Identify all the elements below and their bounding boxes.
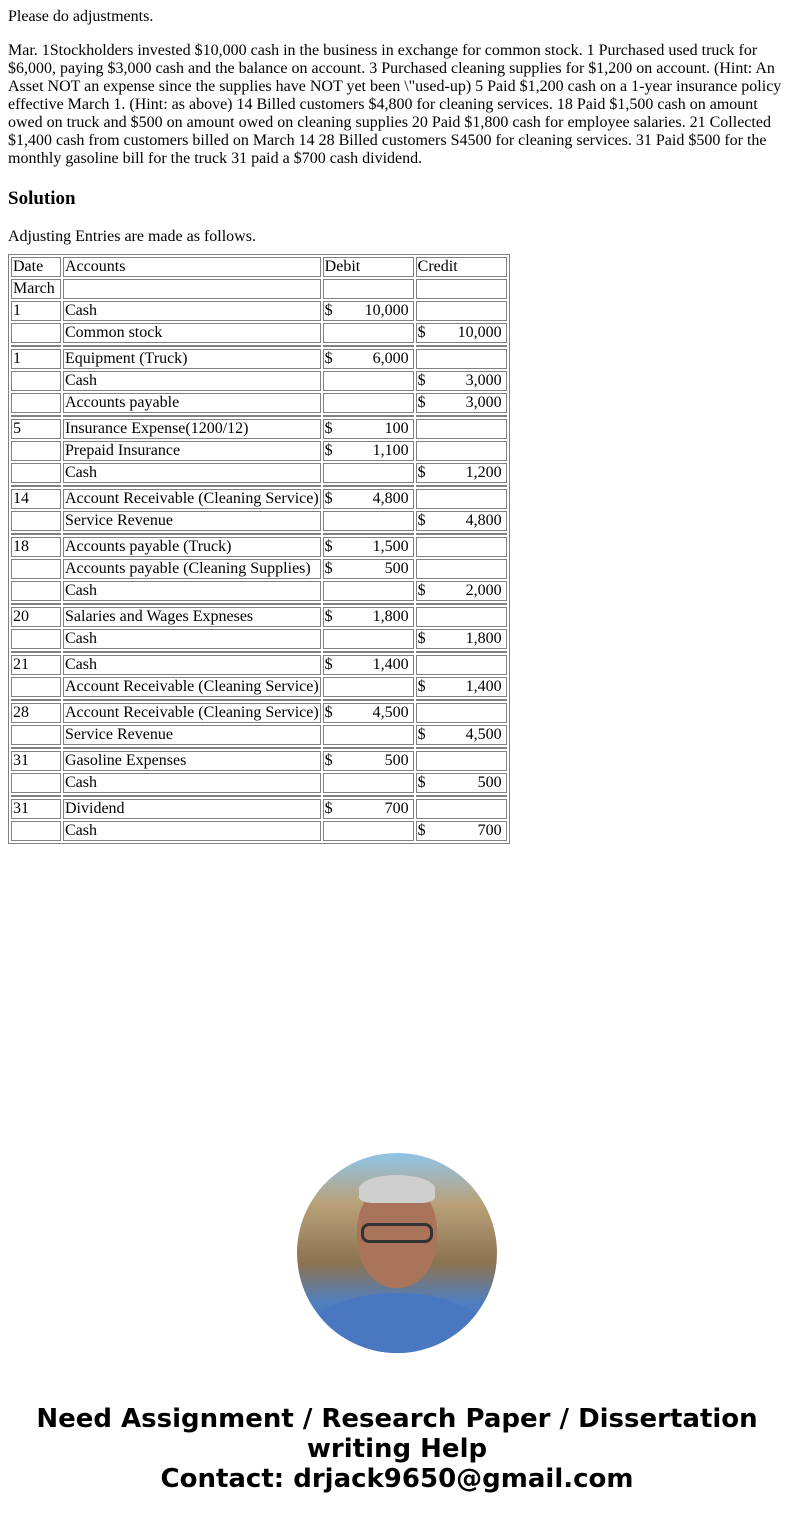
separator-cell: [11, 415, 61, 417]
amount-value: 1,400: [372, 656, 409, 673]
date-cell: [11, 463, 61, 483]
debit-cell: [323, 703, 414, 723]
separator-cell: [323, 699, 414, 701]
separator-cell: [11, 345, 61, 347]
date-cell: 1: [11, 349, 61, 369]
entry-separator: [11, 415, 507, 417]
table-row: [11, 301, 507, 321]
account-cell: Service Revenue: [63, 725, 321, 745]
table-row: [11, 419, 507, 439]
separator-cell: [416, 747, 507, 749]
account-cell: Equipment (Truck): [63, 349, 321, 369]
separator-cell: [323, 651, 414, 653]
entry-separator: [11, 795, 507, 797]
table-row: [11, 655, 507, 675]
table-row: [11, 677, 507, 697]
currency-symbol: $: [324, 752, 333, 769]
separator-cell: [416, 651, 507, 653]
separator-cell: [11, 651, 61, 653]
date-cell: [11, 559, 61, 579]
currency-symbol: $: [324, 420, 333, 437]
table-row: [11, 559, 507, 579]
credit-cell: [416, 489, 507, 509]
credit-cell: [416, 419, 507, 439]
date-cell: 18: [11, 537, 61, 557]
credit-cell: [416, 751, 507, 771]
empty-cell: [63, 279, 321, 299]
credit-cell: [416, 703, 507, 723]
table-row: [11, 751, 507, 771]
account-cell: Cash: [63, 655, 321, 675]
credit-cell: [416, 537, 507, 557]
credit-cell: [416, 773, 507, 793]
debit-cell: [323, 799, 414, 819]
debit-cell: [323, 559, 414, 579]
table-row: [11, 489, 507, 509]
currency-symbol: $: [417, 324, 426, 341]
credit-cell: [416, 393, 507, 413]
currency-symbol: $: [417, 822, 426, 839]
currency-symbol: $: [417, 582, 426, 599]
credit-cell: [416, 677, 507, 697]
date-cell: 20: [11, 607, 61, 627]
credit-cell: [416, 463, 507, 483]
account-cell: Accounts payable (Cleaning Supplies): [63, 559, 321, 579]
date-cell: 5: [11, 419, 61, 439]
separator-cell: [63, 795, 321, 797]
credit-cell: [416, 799, 507, 819]
photo-glasses: [361, 1223, 433, 1243]
debit-cell: [323, 441, 414, 461]
separator-cell: [11, 603, 61, 605]
amount-value: 10,000: [457, 324, 502, 341]
credit-cell: [416, 301, 507, 321]
account-cell: Service Revenue: [63, 511, 321, 531]
separator-cell: [63, 485, 321, 487]
date-cell: 28: [11, 703, 61, 723]
amount-value: 700: [477, 822, 502, 839]
currency-symbol: $: [417, 678, 426, 695]
currency-symbol: $: [324, 350, 333, 367]
amount-value: 2,000: [465, 582, 502, 599]
debit-cell: [323, 655, 414, 675]
photo-hair: [359, 1175, 435, 1203]
debit-cell: [323, 463, 414, 483]
amount-value: 4,500: [372, 704, 409, 721]
separator-cell: [416, 485, 507, 487]
date-cell: [11, 371, 61, 391]
amount-value: 500: [384, 752, 409, 769]
author-photo: [297, 1153, 497, 1353]
separator-cell: [63, 747, 321, 749]
currency-symbol: $: [417, 726, 426, 743]
question-intro: Please do adjustments.: [8, 8, 154, 25]
credit-cell: [416, 607, 507, 627]
account-cell: Cash: [63, 629, 321, 649]
separator-cell: [11, 699, 61, 701]
separator-cell: [63, 603, 321, 605]
amount-value: 1,500: [372, 538, 409, 555]
separator-cell: [323, 485, 414, 487]
entry-separator: [11, 603, 507, 605]
account-cell: Cash: [63, 463, 321, 483]
entry-separator: [11, 699, 507, 701]
currency-symbol: $: [324, 560, 333, 577]
separator-cell: [323, 533, 414, 535]
amount-value: 700: [384, 800, 409, 817]
currency-symbol: $: [417, 630, 426, 647]
table-row: [11, 371, 507, 391]
debit-cell: [323, 821, 414, 841]
table-row: [11, 773, 507, 793]
amount-value: 100: [384, 420, 409, 437]
account-cell: Salaries and Wages Expneses: [63, 607, 321, 627]
table-row: [11, 393, 507, 413]
currency-symbol: $: [324, 442, 333, 459]
table-row: [11, 323, 507, 343]
header-accounts: Accounts: [63, 257, 321, 277]
entry-separator: [11, 485, 507, 487]
separator-cell: [63, 651, 321, 653]
account-cell: Accounts payable (Truck): [63, 537, 321, 557]
amount-value: 1,400: [465, 678, 502, 695]
currency-symbol: $: [324, 704, 333, 721]
debit-cell: [323, 419, 414, 439]
table-row: [11, 581, 507, 601]
account-cell: Cash: [63, 773, 321, 793]
date-cell: [11, 511, 61, 531]
debit-cell: [323, 773, 414, 793]
date-cell: 1: [11, 301, 61, 321]
date-cell: [11, 393, 61, 413]
credit-cell: [416, 559, 507, 579]
month-row: [11, 279, 507, 299]
account-cell: Dividend: [63, 799, 321, 819]
separator-cell: [11, 747, 61, 749]
account-cell: Account Receivable (Cleaning Service): [65, 490, 319, 507]
account-cell: Insurance Expense(1200/12): [63, 419, 321, 439]
table-row: [11, 537, 507, 557]
table-row: [11, 725, 507, 745]
amount-value: 500: [384, 560, 409, 577]
currency-symbol: $: [324, 538, 333, 555]
entry-separator: [11, 747, 507, 749]
amount-value: 3,000: [465, 372, 502, 389]
table-row: [11, 441, 507, 461]
account-cell: Gasoline Expenses: [63, 751, 321, 771]
table-row: [11, 463, 507, 483]
question-body: Mar. 1Stockholders invested $10,000 cash in the business in exchange for common stock. 1 Purchased used truck for $6,000, paying $3,000 cash and the balance on account. 3 Purchased cleaning supplies for $1,200 on account. (Hint: An Asset NOT an expense since the supplies have NOT yet been \"used-up) 5 Paid $1,200 cash on a 1-year insurance policy effective March 1. (Hint: as above) 14 Billed customers $4,800 for cleaning services. 18 Paid $1,500 cash on amount owed on truck and $500 on amount owed on cleaning supplies 20 Paid $1,800 cash for employee salaries. 21 Collected $1,400 cash from customers billed on March 14 28 Billed customers S4500 for cleaning services. 31 Paid $500 for the monthly gasoline bill for the truck 31 paid a $700 cash dividend.: [8, 42, 782, 167]
footer-contact[interactable]: Contact: drjack9650@gmail.com: [160, 1464, 634, 1494]
table-row: [11, 349, 507, 369]
credit-cell: [416, 349, 507, 369]
credit-cell: [416, 371, 507, 391]
table-row: [11, 607, 507, 627]
currency-symbol: $: [417, 464, 426, 481]
credit-cell: [416, 655, 507, 675]
currency-symbol: $: [324, 656, 333, 673]
currency-symbol: $: [417, 372, 426, 389]
solution-intro: Adjusting Entries are made as follows.: [8, 228, 256, 245]
debit-cell: [323, 725, 414, 745]
separator-cell: [63, 415, 321, 417]
date-cell: [11, 677, 61, 697]
date-cell: [11, 629, 61, 649]
account-cell: Cash: [63, 371, 321, 391]
separator-cell: [323, 747, 414, 749]
debit-cell: [323, 629, 414, 649]
separator-cell: [323, 795, 414, 797]
debit-cell: [323, 607, 414, 627]
amount-value: 3,000: [465, 394, 502, 411]
amount-value: 1,200: [465, 464, 502, 481]
debit-cell: [323, 751, 414, 771]
empty-cell: [416, 279, 507, 299]
date-cell: [11, 821, 61, 841]
currency-symbol: $: [324, 302, 333, 319]
separator-cell: [323, 603, 414, 605]
journal-entries-table: [8, 254, 510, 844]
debit-cell: [323, 537, 414, 557]
debit-cell: [323, 677, 414, 697]
solution-heading: Solution: [8, 188, 76, 209]
currency-symbol: $: [324, 490, 333, 507]
date-cell: 31: [11, 799, 61, 819]
entry-separator: [11, 345, 507, 347]
table-row: [11, 821, 507, 841]
separator-cell: [416, 699, 507, 701]
account-cell: Account Receivable (Cleaning Service): [65, 678, 319, 695]
amount-value: 1,100: [372, 442, 409, 459]
credit-cell: [416, 581, 507, 601]
date-cell: [11, 323, 61, 343]
month-cell: March: [11, 279, 61, 299]
date-cell: [11, 773, 61, 793]
entry-separator: [11, 651, 507, 653]
amount-value: 500: [477, 774, 502, 791]
currency-symbol: $: [324, 608, 333, 625]
amount-value: 1,800: [465, 630, 502, 647]
account-cell: Prepaid Insurance: [63, 441, 321, 461]
account-cell: Common stock: [63, 323, 321, 343]
date-cell: [11, 725, 61, 745]
date-cell: [11, 441, 61, 461]
debit-cell: [323, 349, 414, 369]
separator-cell: [63, 345, 321, 347]
separator-cell: [11, 795, 61, 797]
empty-cell: [323, 279, 414, 299]
date-cell: 21: [11, 655, 61, 675]
amount-value: 10,000: [364, 302, 409, 319]
amount-value: 6,000: [372, 350, 409, 367]
credit-cell: [416, 821, 507, 841]
amount-value: 4,800: [372, 490, 409, 507]
separator-cell: [323, 345, 414, 347]
separator-cell: [416, 415, 507, 417]
footer-banner: [0, 1404, 794, 1494]
currency-symbol: $: [417, 774, 426, 791]
debit-cell: [323, 323, 414, 343]
photo-shirt: [307, 1293, 487, 1353]
debit-cell: [323, 581, 414, 601]
separator-cell: [323, 415, 414, 417]
debit-cell: [323, 393, 414, 413]
separator-cell: [11, 533, 61, 535]
credit-cell: [416, 511, 507, 531]
date-cell: 14: [11, 489, 61, 509]
credit-cell: [416, 323, 507, 343]
header-credit: Credit: [416, 257, 507, 277]
amount-value: 1,800: [372, 608, 409, 625]
footer-line-1: Need Assignment / Research Paper / Dissertation writing Help: [36, 1404, 758, 1464]
header-date: Date: [11, 257, 61, 277]
amount-value: 4,800: [465, 512, 502, 529]
account-cell: Cash: [63, 581, 321, 601]
debit-cell: [323, 301, 414, 321]
currency-symbol: $: [324, 800, 333, 817]
table-row: [11, 799, 507, 819]
amount-value: 4,500: [465, 726, 502, 743]
debit-cell: [323, 371, 414, 391]
account-cell: Cash: [63, 301, 321, 321]
account-cell: Accounts payable: [63, 393, 321, 413]
currency-symbol: $: [417, 394, 426, 411]
table-row: [11, 511, 507, 531]
credit-cell: [416, 629, 507, 649]
separator-cell: [416, 795, 507, 797]
separator-cell: [63, 699, 321, 701]
date-cell: [11, 581, 61, 601]
separator-cell: [416, 533, 507, 535]
separator-cell: [416, 603, 507, 605]
account-cell: Account Receivable (Cleaning Service): [65, 704, 319, 721]
credit-cell: [416, 441, 507, 461]
date-cell: 31: [11, 751, 61, 771]
separator-cell: [416, 345, 507, 347]
separator-cell: [63, 533, 321, 535]
currency-symbol: $: [417, 512, 426, 529]
table-row: [11, 629, 507, 649]
credit-cell: [416, 725, 507, 745]
separator-cell: [11, 485, 61, 487]
table-row: [11, 703, 507, 723]
entry-separator: [11, 533, 507, 535]
table-header-row: [11, 257, 507, 277]
debit-cell: [323, 489, 414, 509]
header-debit: Debit: [323, 257, 414, 277]
account-cell: Cash: [63, 821, 321, 841]
debit-cell: [323, 511, 414, 531]
